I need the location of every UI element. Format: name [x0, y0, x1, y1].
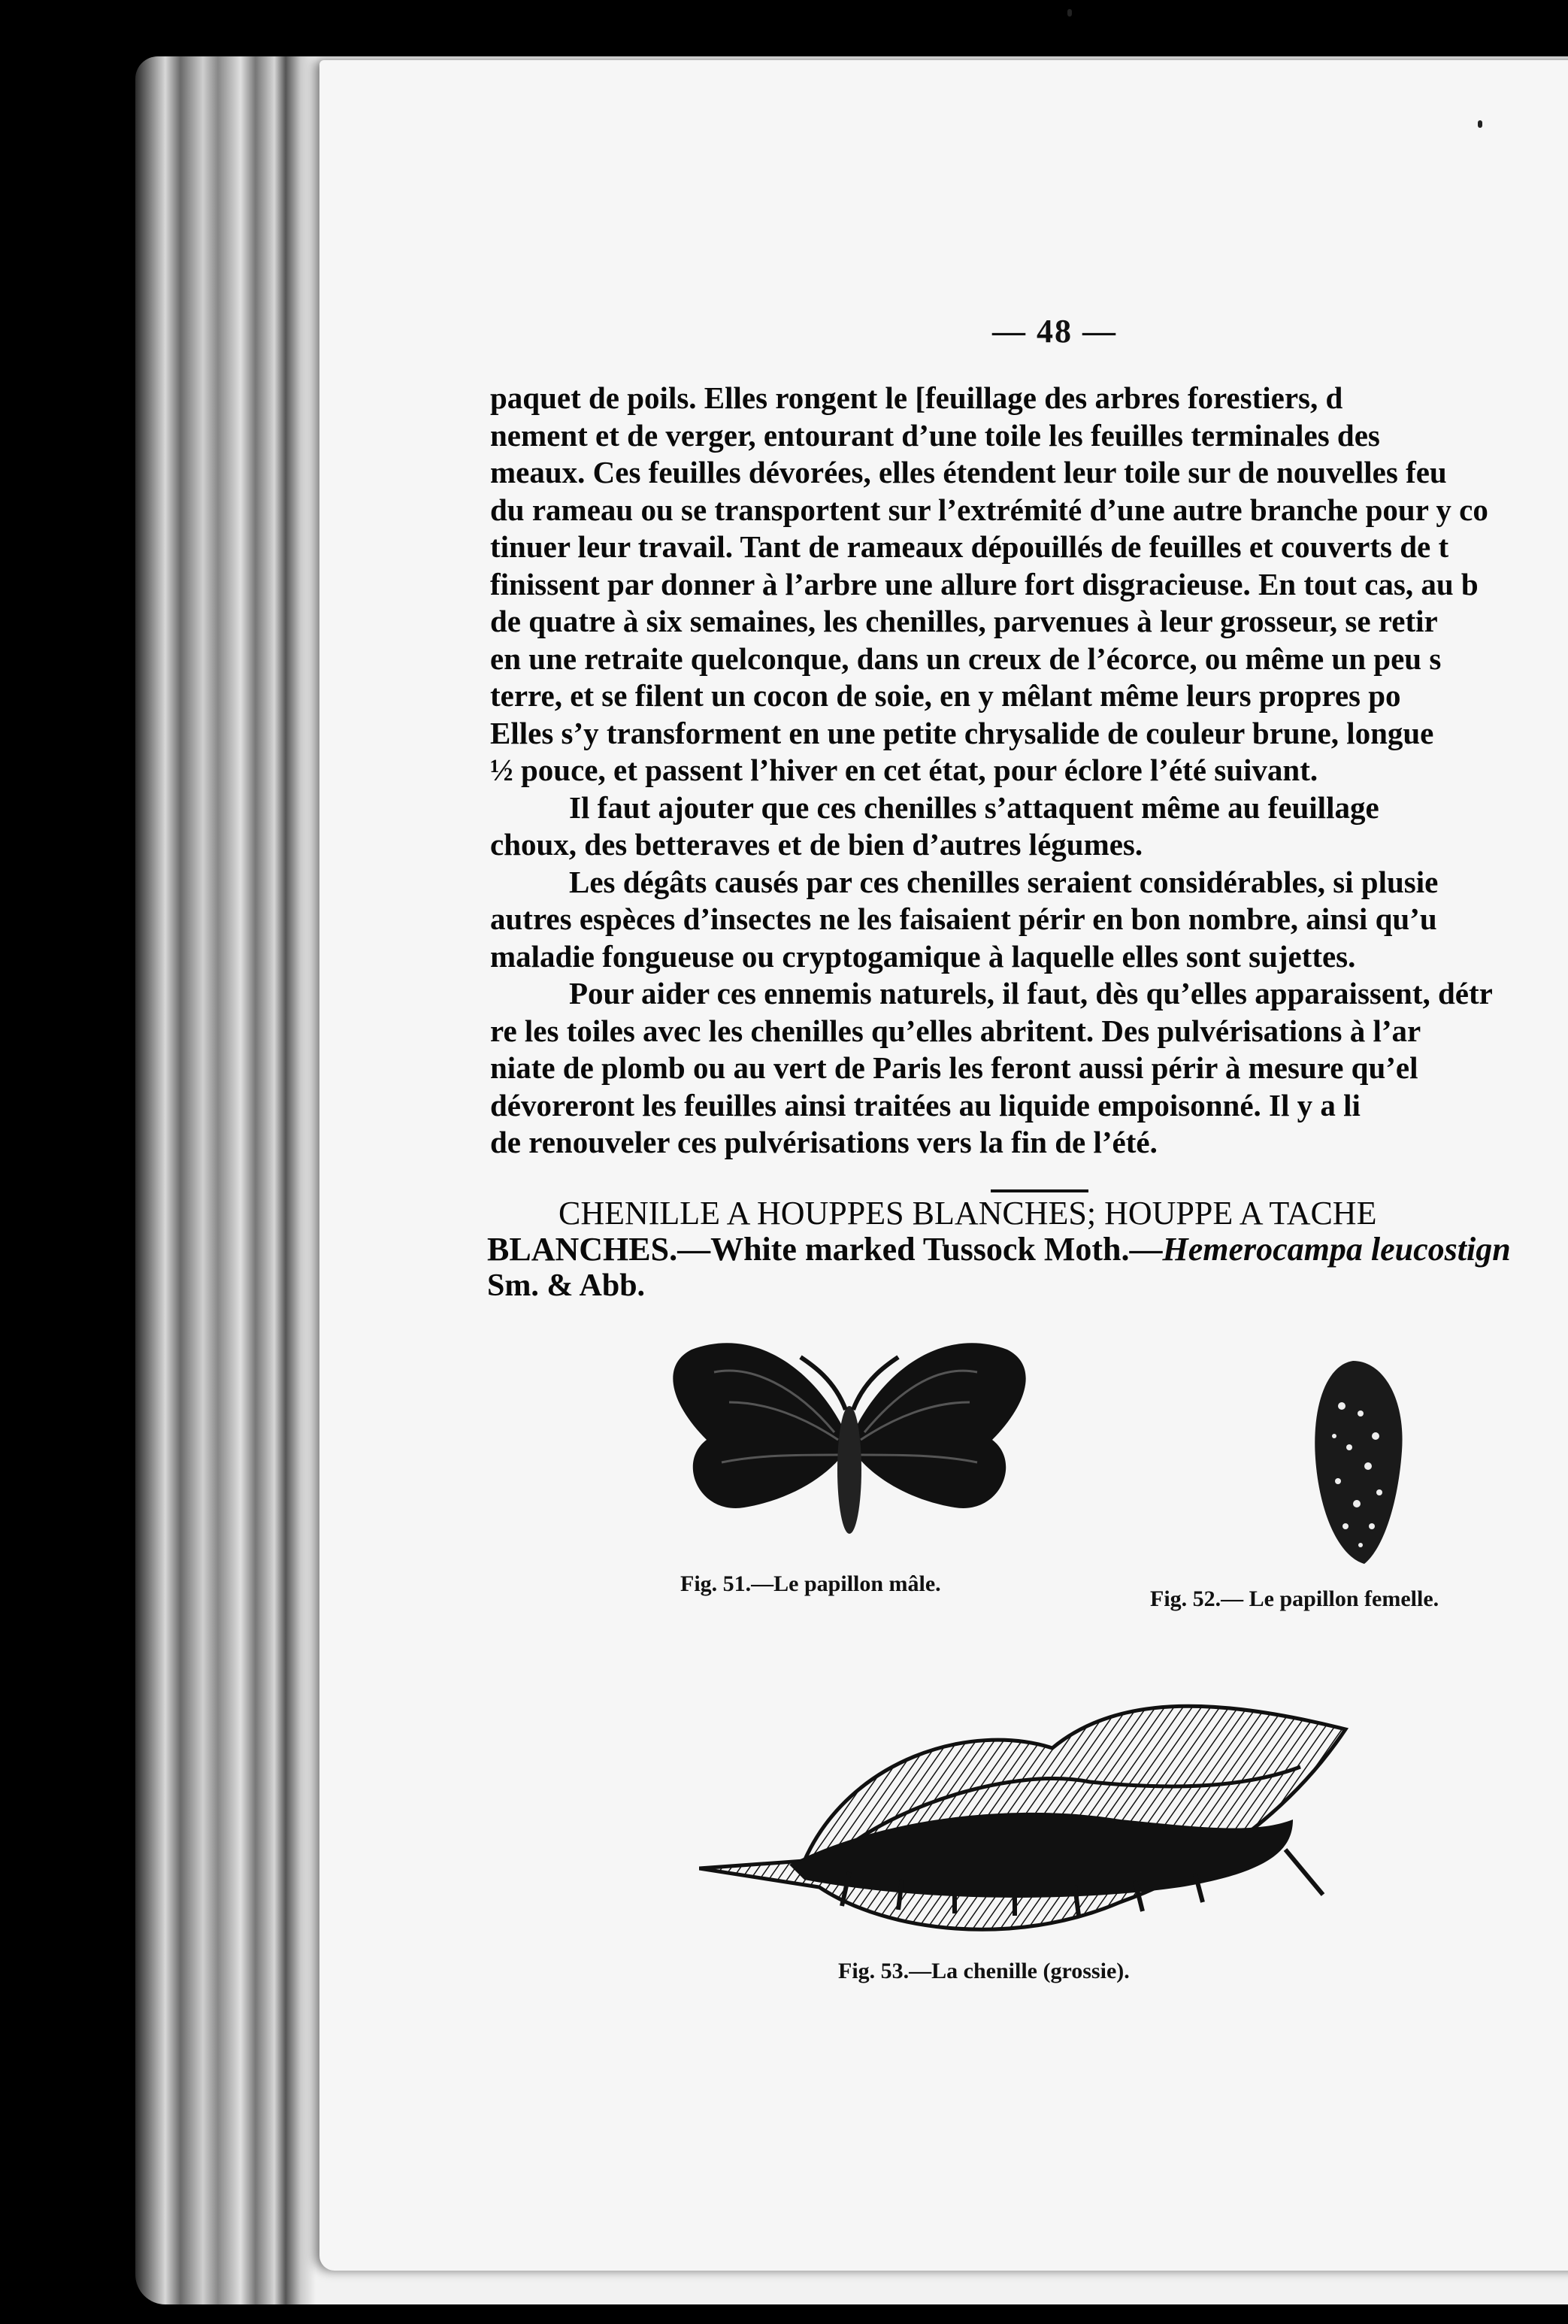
section-divider — [991, 1189, 1088, 1192]
heading-authority: Sm. & Abb. — [487, 1268, 646, 1303]
heading-caps: BLANCHES. — [487, 1231, 678, 1268]
text-line: re les toiles avec les chenilles qu’elles abritent. Des pulvérisations à l’ar — [490, 1013, 1421, 1048]
text-line: maladie fongueuse ou cryptogamique à laquelle elles sont sujettes. — [490, 938, 1356, 974]
male-moth-illustration — [661, 1320, 1037, 1545]
female-moth-illustration — [1300, 1353, 1413, 1571]
text-line: tinuer leur travail. Tant de rameaux dépouillés de feuilles et couverts de t — [490, 529, 1449, 564]
text-line: terre, et se filent un cocon de soie, en y mêlant même leurs propres po — [490, 678, 1401, 713]
page-number: — 48 — — [992, 313, 1117, 350]
speck — [1478, 120, 1482, 128]
fig53-caption: Fig. 53.—La chenille (grossie). — [838, 1959, 1130, 1983]
text-line: du rameau ou se transportent sur l’extrémité d’une autre branche pour y co — [490, 492, 1488, 527]
fig52-caption: Fig. 52.— Le papillon femelle. — [1150, 1586, 1439, 1611]
text-line: de renouveler ces pulvérisations vers la fin de l’été. — [490, 1125, 1158, 1159]
heading-latin-name: Hemerocampa leucostign — [1162, 1231, 1511, 1268]
text-line: ½ pouce, et passent l’hiver en cet état, pour éclore l’été suivant. — [490, 753, 1318, 787]
fig51-caption: Fig. 51.—Le papillon mâle. — [680, 1571, 941, 1596]
heading-english-name: —White marked Tussock Moth.— — [677, 1231, 1163, 1268]
text-line: niate de plomb ou au vert de Paris les feront aussi périr à mesure qu’el — [490, 1050, 1418, 1085]
text-line: Il faut ajouter que ces chenilles s’attaquent même au feuillage — [569, 789, 1379, 825]
text-line: dévoreront les feuilles ainsi traitées au liquide empoisonné. Il y a li — [490, 1087, 1361, 1123]
text-line: autres espèces d’insectes ne les faisaient périr en bon nombre, ainsi qu’u — [490, 901, 1437, 936]
text-line: de quatre à six semaines, les chenilles, parvenues à leur grosseur, se retir — [490, 604, 1438, 638]
text-line: meaux. Ces feuilles dévorées, elles étendent leur toile sur de nouvelles feu — [490, 455, 1447, 489]
body-text — [490, 380, 1568, 1184]
text-line: Pour aider ces ennemis naturels, il faut, dès qu’elles apparaissent, détr — [569, 976, 1493, 1011]
text-line: en une retraite quelconque, dans un creux de l’écorce, ou même un peu s — [490, 641, 1442, 676]
text-line: finissent par donner à l’arbre une allure fort disgracieuse. En tout cas, au b — [490, 566, 1479, 601]
heading-line-2 — [487, 1232, 1568, 1268]
text-line: choux, des betteraves et de bien d’autres légumes. — [490, 827, 1143, 862]
text-line: Les dégâts causés par ces chenilles seraient considérables, si plusie — [569, 864, 1439, 899]
heading-line-1: CHENILLE A HOUPPES BLANCHES; HOUPPE A TACHE — [558, 1195, 1377, 1232]
text-line: nement et de verger, entourant d’une toile les feuilles terminales des — [490, 417, 1380, 453]
speck — [1067, 9, 1072, 17]
text-line: Elles s’y transforment en une petite chrysalide de couleur brune, longue — [490, 715, 1434, 750]
caterpillar-on-leaf-illustration — [699, 1677, 1361, 1955]
section-heading — [487, 1195, 1568, 1304]
text-line: paquet de poils. Elles rongent le [feuillage des arbres forestiers, d — [490, 380, 1343, 415]
